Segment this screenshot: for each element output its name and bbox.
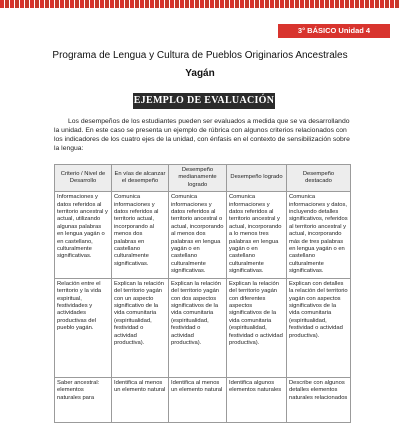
table-cell: Relación entre el territorio y la vida espiritual, festividades y actividades productivas del pueblo yagán. bbox=[55, 278, 112, 377]
table-cell: Informaciones y datos referidos al territorio ancestral y actual, utilizando algunas palabras en lengua yagán o en castellano, culturalmente significativas. bbox=[55, 192, 112, 278]
table-cell: Identifica al menos un elemento natural bbox=[112, 377, 169, 422]
table-row bbox=[55, 192, 351, 278]
unit-badge: 3° BÁSICO Unidad 4 bbox=[278, 24, 390, 38]
table-cell: Explican con detalles la relación del territorio yagán con aspectos significativos de la vida comunitaria (espiritualidad, festividad o actividad productiva). bbox=[287, 278, 351, 377]
header-cell-criterion: Criterio / Nivel de Desarrollo bbox=[55, 165, 112, 192]
header-cell-level-2: Desempeño medianamente logrado bbox=[169, 165, 227, 192]
top-decorative-stripe bbox=[0, 0, 400, 8]
table-cell: Comunica informaciones y datos referidos al territorio ancestral y actual, incorporando a lo menos tres palabras en lengua yagán o en castellano culturalmente significativas. bbox=[227, 192, 287, 278]
table-cell: Explican la relación del territorio yagán con diferentes aspectos significativos de la vida comunitaria (espiritualidad, festividad o actividad productiva). bbox=[227, 278, 287, 377]
table-cell: Explican la relación del territorio yagán con dos aspectos significativos de la vida comunitaria (espiritualidad, festividad o actividad productiva). bbox=[169, 278, 227, 377]
rubric-table bbox=[54, 164, 351, 423]
language-subtitle: Yagán bbox=[185, 68, 215, 79]
header-cell-level-3: Desempeño logrado bbox=[227, 165, 287, 192]
intro-paragraph bbox=[54, 117, 354, 153]
table-cell: Explican la relación del territorio yagán con un aspecto significativo de la vida comunitaria (espiritualidad, festividad o actividad productiva). bbox=[112, 278, 169, 377]
table-cell: Identifica algunos elementos naturales bbox=[227, 377, 287, 422]
table-cell: Comunica informaciones y datos, incluyendo detalles significativos, referidos al territorio ancestral y actual, incorporando más de tres palabras en lengua yagán o en castellano culturalmente significativas. bbox=[287, 192, 351, 278]
table-cell: Comunica informaciones y datos referidos al territorio actual, incorporando al menos dos palabras en castellano culturalmente significativas. bbox=[112, 192, 169, 278]
table-header-row bbox=[55, 165, 351, 192]
table-cell: Identifica al menos un elemento natural bbox=[169, 377, 227, 422]
intro-text: Los desempeños de los estudiantes pueden ser evaluados a medida que se va desarrollando la unidad. En este caso se presenta un ejemplo de rúbrica con algunos criterios relacionados con los indicadores de los cuatro ejes de la unidad, con énfasis en el contexto de sensibilización sobre la lengua: bbox=[54, 118, 350, 152]
header-cell-level-4: Desempeño destacado bbox=[287, 165, 351, 192]
table-row bbox=[55, 278, 351, 377]
table-cell: Saber ancestral: elementos naturales para bbox=[55, 377, 112, 422]
table-cell: Comunica informaciones y datos referidos al territorio ancestral o actual, incorporando al menos dos palabras en lengua yagán o en castellano culturalmente significativas. bbox=[169, 192, 227, 278]
program-title: Programa de Lengua y Cultura de Pueblos Originarios Ancestrales bbox=[52, 50, 348, 61]
header-cell-level-1: En vías de alcanzar el desempeño bbox=[112, 165, 169, 192]
evaluation-banner: EJEMPLO DE EVALUACIÓN bbox=[133, 93, 275, 109]
table-cell: Describe con algunos detalles elementos naturales relacionados bbox=[287, 377, 351, 422]
